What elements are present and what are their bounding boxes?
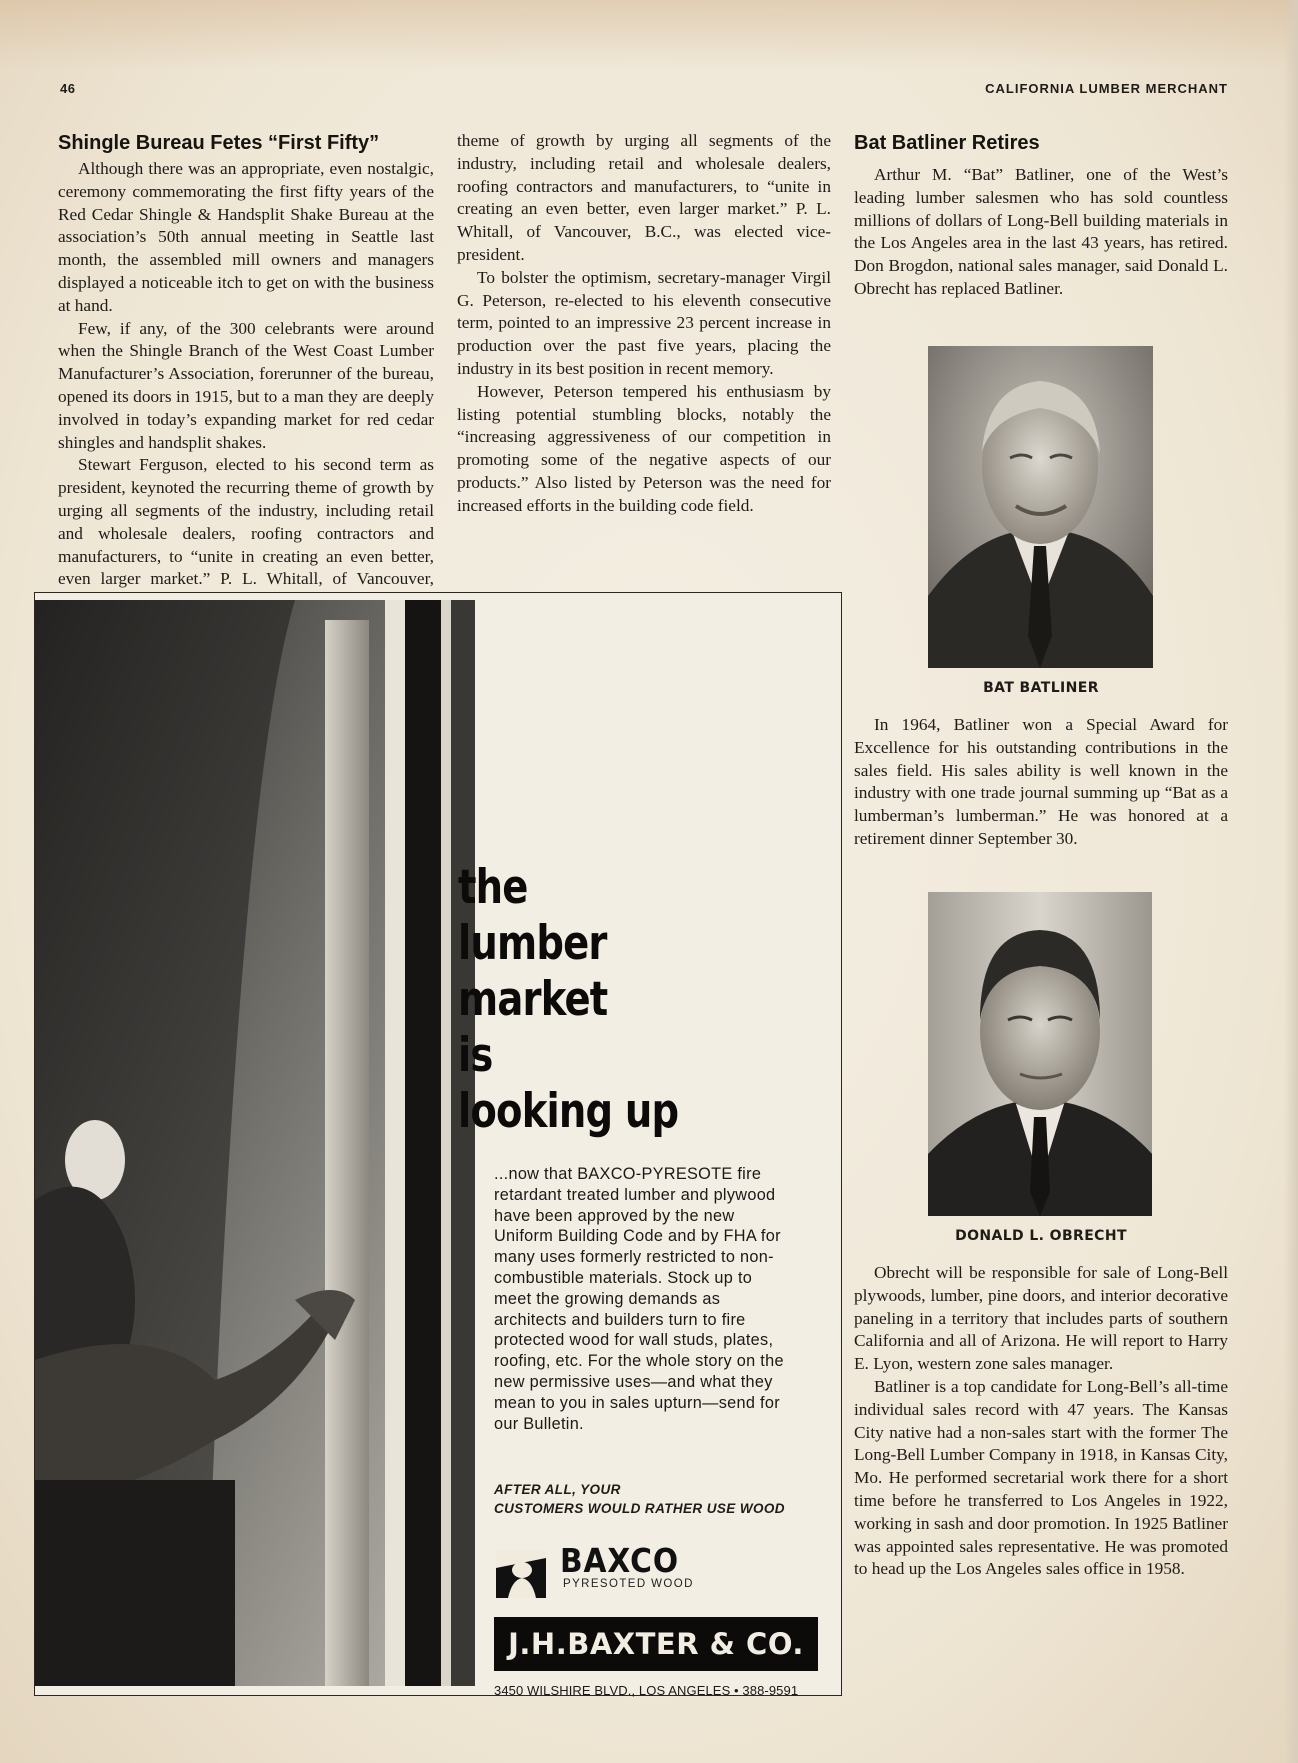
company-name-bar: J.H.BAXTER & CO. xyxy=(494,1617,818,1671)
ad-headline-line: looking up xyxy=(458,1084,679,1139)
tagline-part: CUSTOMERS xyxy=(494,1501,588,1516)
article-paragraph: theme of growth by urging all segments of the industry, including retail and wholesale dealers, roofing contractors and manufacturers, to “unite in creating an even better, even larger market.” P. L. Whitall, of Vancouver, B.C., was elected vice-president. xyxy=(457,131,831,264)
article-paragraph: Few, if any, of the 300 celebrants were around when the Shingle Branch of the West Coast Lumber Manufacturer’s Association, forerunner of the bureau, opened its doors in 1915, but to a man they are deeply involved in today’s expanding market for red cedar shingles and handsplit shakes. xyxy=(58,318,434,452)
company-address: 3450 WILSHIRE BLVD., LOS ANGELES • 388-9591 xyxy=(494,1683,799,1698)
article-paragraph: However, Peterson tempered his enthusiasm by listing potential stumbling blocks, notably the “increasing aggressiveness of our competition in promoting some of the negative aspects of our products.” Also listed by Peterson was the need for increased efforts in the building code field. xyxy=(457,381,831,515)
baxco-logo-icon xyxy=(494,1544,550,1600)
article-headline: Bat Batliner Retires xyxy=(854,132,1040,154)
tagline-emphasis: WOULD xyxy=(587,1501,641,1516)
ad-photo-worker-inspecting-lumber xyxy=(35,600,475,1686)
article-batliner-cont xyxy=(854,714,1228,851)
article-paragraph: Obrecht will be responsible for sale of Long-Bell plywoods, lumber, pine doors, and interior decorative paneling in a territory that includes parts of southern California and all of Arizona. He will report to Harry E. Lyon, western zone sales manager. xyxy=(854,1263,1228,1374)
ad-headline-line: is xyxy=(458,1028,493,1083)
article-paragraph: Batliner is a top candidate for Long-Bell’s all-time individual sales record with 47 years. The Kansas City native had a non-sales start with the former The Long-Bell Lumber Company in 1918, in Kansas City, Mo. He performed secretarial work there for a short time before he transferred to Los Angeles in 1922, working in sash and door promotion. In 1925 Batliner was appointed sales representative. He was promoted to head up the Los Angeles sales office in 1958. xyxy=(854,1376,1228,1579)
portrait-photo-batliner xyxy=(928,346,1153,668)
ad-tagline-line2 xyxy=(494,1499,785,1518)
article-paragraph: Arthur M. “Bat” Batliner, one of the West’s leading lumber salesmen who has sold countless millions of dollars of Long-Bell building materials in the Los Angeles area in the last 43 years, has retired. Don Brogdon, national sales manager, said Donald L. Obrecht has replaced Batliner. xyxy=(854,165,1228,298)
photo-caption: BAT BATLINER xyxy=(983,680,1099,696)
ad-headline-line: the xyxy=(458,860,528,915)
article-shingle-col2 xyxy=(457,130,831,518)
ad-headline xyxy=(458,860,678,1140)
article-batliner-cont2 xyxy=(854,1262,1228,1581)
page-right-edge xyxy=(1284,0,1298,1763)
tagline-part: RATHER USE WOOD xyxy=(640,1501,785,1516)
article-paragraph: Although there was an appropriate, even nostalgic, ceremony commemorating the first fifty years of the Red Cedar Shingle & Handsplit Shake Bureau at the association’s 50th annual meeting in Seattle last month, the assembled mill owners and managers displayed a noticeable itch to get on with the business at hand. xyxy=(58,159,434,315)
page-top-shading xyxy=(0,0,1298,70)
article-batliner xyxy=(854,130,1228,301)
ad-headline-line: lumber xyxy=(458,916,607,971)
ad-tagline xyxy=(494,1480,785,1518)
ad-headline-line: market xyxy=(458,972,608,1027)
article-paragraph: Stewart Ferguson, elected to his second term as president, keynoted the recurring theme of growth by urging all segments of the industry, including retail and wholesale dealers, roofing contractors and manufacturers, to “unite in creating an even better, even larger market.” P. L. Whitall, of Vancouver, xyxy=(58,455,434,589)
article-paragraph: In 1964, Batliner won a Special Award for Excellence for his outstanding contributions in the sales field. His sales ability is well known in the industry with one trade journal summing up “Bat as a lumberman’s lumberman.” He was honored at a retirement dinner September 30. xyxy=(854,715,1228,848)
article-headline: Shingle Bureau Fetes “First Fifty” xyxy=(58,132,380,154)
brand-subtitle: PYRESOTED WOOD xyxy=(563,1578,694,1590)
magazine-title: CALIFORNIA LUMBER MERCHANT xyxy=(985,81,1228,96)
ad-body-text: ...now that BAXCO-PYRESOTE fire retardant treated lumber and plywood have been approved by the new Uniform Building Code and by FHA for many uses formerly restricted to non-combustible materials. Stock up to meet the growing demands as architects and builders turn to fire protected wood for wall studs, plates, roofing, etc. For the whole story on the new permissive uses—and what they mean to you in sales upturn—send for our Bulletin. xyxy=(494,1165,784,1433)
portrait-photo-obrecht xyxy=(928,892,1152,1216)
page-number: 46 xyxy=(60,81,76,96)
article-shingle-col1 xyxy=(58,130,434,589)
photo-caption: DONALD L. OBRECHT xyxy=(955,1228,1127,1244)
article-paragraph: To bolster the optimism, secretary-manager Virgil G. Peterson, re-elected to his eleventh consecutive term, pointed to an impressive 23 percent increase in production over the past five years, placing the industry in its best position in recent memory. xyxy=(457,267,831,378)
brand-name: BAXCO xyxy=(560,1541,680,1580)
ad-tagline-line1: AFTER ALL, YOUR xyxy=(494,1482,621,1497)
